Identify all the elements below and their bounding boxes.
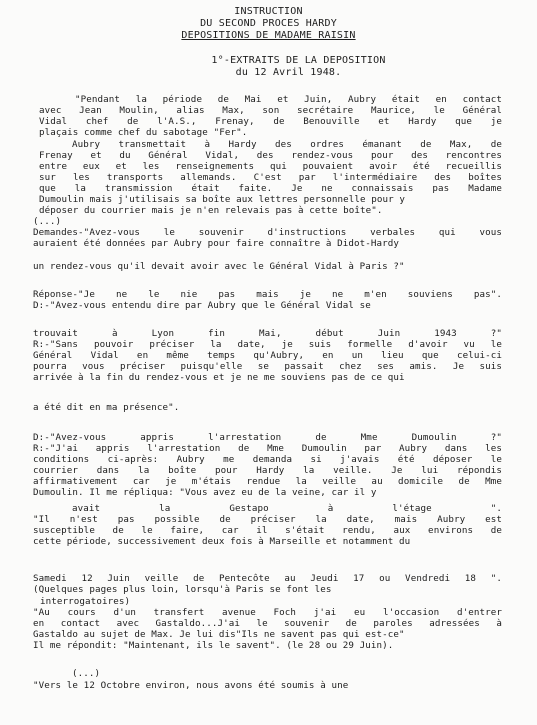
body-line: Aubry transmettait à Hardy des ordres émanant de Max, de [72,139,502,150]
body-line: Il me répondit: "Maintenant, ils le savent". (le 28 ou 29 Juin). [33,640,394,651]
body-line: pourra vous préciser puisqu'elle se passait chez ses amis. Je suis [33,361,502,372]
body-line: (Quelques pages plus loin, lorsqu'à Paris se font les [33,584,332,595]
body-line: affirmativement car je m'étais rendue la veille au domicile de Mme [33,476,502,487]
body-line: Réponse-"Je ne le nie pas mais je ne m'en souviens pas". [33,289,502,300]
body-line: D:-"Avez-vous entendu dire par Aubry que le Général Vidal se [33,300,371,311]
body-line: Dumoulin. Il me répliqua: "Vous avez eu de la veine, car il y [33,487,377,498]
body-line: Vidal chef de l'A.S., Frenay, de Benouville et Hardy que je [39,116,502,127]
body-line: avec Jean Moulin, alias Max, son secrétaire Maurice, le Général [39,105,502,116]
doc-subtitle: DU SECOND PROCES HARDY [200,18,337,29]
body-line: susceptible de le faire, car il s'était rendu, aux environs de [33,525,502,536]
body-line: "Il n'est pas possible de préciser la date, mais Aubry est [33,514,502,525]
body-line: un rendez-vous qu'il devait avoir avec le Général Vidal à Paris ?" [33,261,405,272]
body-line: Général Vidal en même temps qu'Aubry, en un lieu que celui-ci [33,350,502,361]
body-line: R:-"J'ai appris l'arrestation de Mme Dumoulin par Aubry dans les [33,443,502,454]
body-line: entre eux et les renseignements qui pouvaient avoir été recueillis [39,161,502,172]
body-line: interrogatoires) [40,596,131,607]
body-line: conditions ci-après: Aubry me demanda si j'avais été déposer le [33,454,502,465]
body-line: R:-"Sans pouvoir préciser la date, je suis formelle d'avoir vu le [33,339,502,350]
extract-title: 1°-EXTRAITS DE LA DEPOSITION [211,55,386,66]
doc-title: INSTRUCTION [234,6,303,17]
extract-date: du 12 Avril 1948. [235,67,342,78]
body-line: "Pendant la période de Mai et Juin, Aubry était en contact [75,94,502,105]
body-line: (...) [33,216,62,227]
body-line: en contact avec Gastaldo...J'ai le souvenir de paroles adressées à [33,618,502,629]
body-line: Demandes-"Avez-vous le souvenir d'instructions verbales qui vous [33,227,502,238]
body-line: cette période, successivement deux fois à Marseille et notamment du [33,536,411,547]
body-line: avait la Gestapo à l'étage ". [72,503,502,514]
body-line: courrier dans la boîte pour Hardy la veille. Je lui répondis [33,465,502,476]
body-line: Gastaldo au sujet de Max. Je lui dis"Ils ne savent pas qui est-ce" [33,629,405,640]
body-line: a été dit en ma présence". [33,402,180,413]
body-line: arrivée à la fin du rendez-vous et je ne me souviens pas de ce qui [33,372,405,383]
body-line: Samedi 12 Juin veille de Pentecôte au Jeudi 17 ou Vendredi 18 ". [33,573,502,584]
body-line: "Au cours d'un transfert avenue Foch j'ai eu l'occasion d'entrer [33,607,502,618]
body-line: Frenay et du Général Vidal, des rendez-vous pour des rencontres [39,150,502,161]
body-line: sur les transports allemands. C'est par l'intermédiaire des boîtes [39,172,502,183]
body-line: (...) [72,668,101,679]
body-line: trouvait à Lyon fin Mai, début Juin 1943 ?" [33,328,502,339]
body-line: que la transmission était faite. Je ne connaissais pas Madame [39,183,502,194]
body-line: plaçais comme chef du sabotage "Fer". [39,127,248,138]
body-line: auraient été données par Aubry pour faire connaître à Didot-Hardy [33,238,400,249]
body-line: déposer du courrier mais je n'en relevais pas à cette boîte". [39,205,383,216]
body-line: D:-"Avez-vous appris l'arrestation de Mme Dumoulin ?" [33,432,502,443]
body-line: "Vers le 12 Octobre environ, nous avons été soumis à une [33,680,349,691]
body-line: Dumoulin mais j'utilisais sa boîte aux lettres personnelle pour y [39,194,406,205]
doc-section-title: DEPOSITIONS DE MADAME RAISIN [181,30,356,41]
